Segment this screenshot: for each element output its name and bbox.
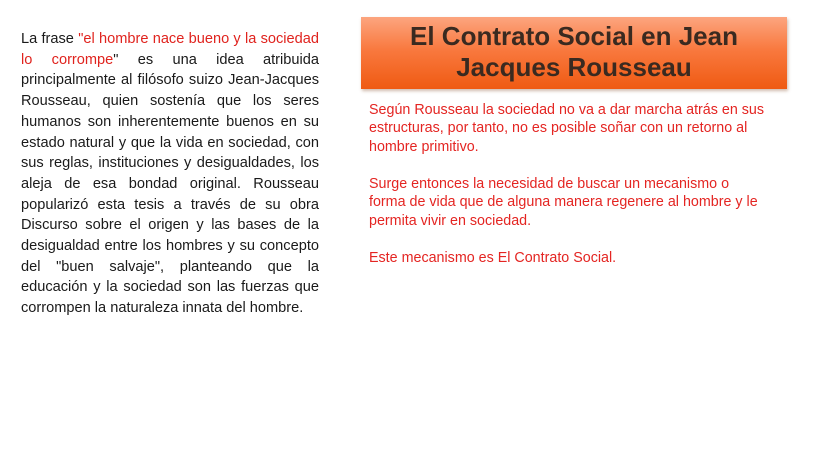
slide-paragraph-3: Este mecanismo es El Contrato Social. [369, 249, 617, 266]
slide-title-bar [361, 17, 787, 89]
slide-title-line-2: Jacques Rousseau [456, 52, 692, 82]
slide-title [361, 21, 787, 83]
slide-title-line-1: El Contrato Social en Jean [410, 21, 738, 51]
slide-paragraph-1: Según Rousseau la sociedad no va a dar marcha atrás en sus estructuras, por tanto, no es posible soñar con un retorno al hombre primitivo. [369, 102, 764, 155]
paragraph-body: " es una idea atribuida principalmente al filósofo suizo Jean-Jacques Rousseau, quien sostenía que los seres humanos son inherentemente buenos en su estado natural y que la vida en sociedad, con sus reglas, instituciones y desigualdades, los aleja de esa bondad original. Rousseau popularizó esta tesis a través de su obra Discurso sobre el origen y las bases de la desigualdad entre los hombres y su concepto del "buen salvaje", planteando que la educación y la sociedad son las fuerzas que corrompen la naturaleza innata del hombre. [21, 51, 319, 317]
left-paragraph [21, 29, 319, 319]
paragraph-prefix: La frase [21, 31, 79, 47]
highlighted-quote: "el hombre nace bueno y la sociedad lo corrompe [21, 31, 319, 68]
slide-body [369, 101, 769, 286]
slide-paragraph-2: Surge entonces la necesidad de buscar un mecanismo o forma de vida que de alguna manera regenere al hombre y le permita vivir en sociedad. [369, 175, 758, 229]
